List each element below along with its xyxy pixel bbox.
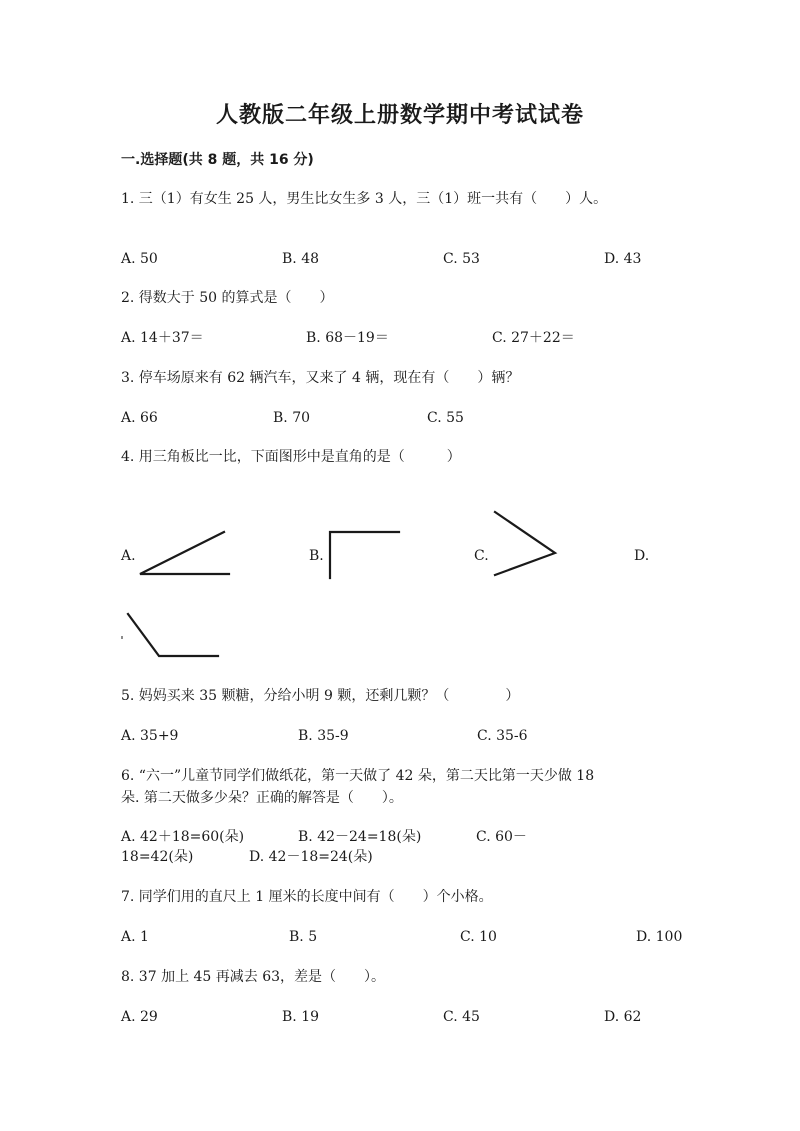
question-8-option-b[interactable]: B. 19 (282, 1009, 320, 1025)
question-1-option-c[interactable]: C. 53 (443, 251, 480, 267)
question-4-option-b[interactable]: B. (309, 548, 324, 564)
question-3-option-b[interactable]: B. 70 (273, 410, 311, 426)
question-2-option-c[interactable]: C. 27＋22＝ (492, 330, 575, 346)
question-1-option-b[interactable]: B. 48 (282, 251, 320, 267)
acute-angle-figure (140, 532, 229, 574)
question-7-option-c[interactable]: C. 10 (460, 929, 497, 945)
question-4-option-c[interactable]: C. (474, 548, 489, 564)
question-3-option-a[interactable]: A. 66 (121, 410, 158, 426)
question-4-option-d[interactable]: D. (634, 548, 650, 564)
question-7-option-b[interactable]: B. 5 (289, 929, 318, 945)
question-7-option-a[interactable]: A. 1 (121, 929, 149, 945)
question-8-stem: 8. 37 加上 45 再减去 63，差是（ ）。 (121, 969, 386, 985)
question-3-stem: 3. 停车场原来有 62 辆汽车，又来了 4 辆，现在有（ ）辆？ (121, 370, 520, 386)
question-5-option-c[interactable]: C. 35-6 (477, 728, 528, 744)
question-8-option-a[interactable]: A. 29 (121, 1009, 158, 1025)
question-3-option-c[interactable]: C. 55 (427, 410, 464, 426)
question-6-option-a[interactable]: A. 42＋18=60(朵) (121, 829, 245, 845)
question-5-option-a[interactable]: A. 35+9 (121, 728, 179, 744)
question-6-stem-line-2: 朵. 第二天做多少朵？正确的解答是（ ）。 (121, 790, 403, 806)
question-1-option-a[interactable]: A. 50 (121, 251, 158, 267)
right-angle-figure (330, 532, 399, 578)
question-6-option-d[interactable]: D. 42－18=24(朵) (249, 849, 373, 865)
question-6-stem-line-1: 6. “六一”儿童节同学们做纸花，第一天做了 42 朵，第二天比第一天少做 18 (121, 768, 595, 784)
question-1-option-d[interactable]: D. 43 (604, 251, 642, 267)
question-5-stem: 5. 妈妈买来 35 颗糖，分给小明 9 颗，还剩几颗？（ ） (121, 688, 520, 704)
question-8-option-c[interactable]: C. 45 (443, 1009, 480, 1025)
obtuse-angle-figure (128, 614, 218, 656)
question-2-stem: 2. 得数大于 50 的算式是（ ） (121, 290, 334, 306)
section-heading: 一.选择题(共 8 题，共 16 分) (121, 152, 314, 168)
question-2-option-a[interactable]: A. 14＋37＝ (121, 330, 204, 346)
page-title: 人教版二年级上册数学期中考试试卷 (215, 103, 584, 128)
question-5-option-b[interactable]: B. 35-9 (298, 728, 349, 744)
question-2-option-b[interactable]: B. 68－19＝ (306, 330, 389, 346)
question-1-stem: 1. 三（1）有女生 25 人，男生比女生多 3 人，三（1）班一共有（ ）人。 (121, 191, 608, 207)
question-4-option-a[interactable]: A. (121, 548, 136, 564)
wide-angle-figure (495, 512, 555, 575)
question-4-stem: 4. 用三角板比一比，下面图形中是直角的是（ ） (121, 449, 461, 465)
question-6-option-b[interactable]: B. 42－24=18(朵) (298, 829, 422, 845)
question-7-option-d[interactable]: D. 100 (636, 929, 683, 945)
question-8-option-d[interactable]: D. 62 (604, 1009, 642, 1025)
question-7-stem: 7. 同学们用的直尺上 1 厘米的长度中间有（ ）个小格。 (121, 889, 493, 905)
question-6-option-c[interactable]: C. 60－ (476, 829, 527, 845)
question-6-option-c-continued: 18=42(朵) (121, 849, 194, 865)
